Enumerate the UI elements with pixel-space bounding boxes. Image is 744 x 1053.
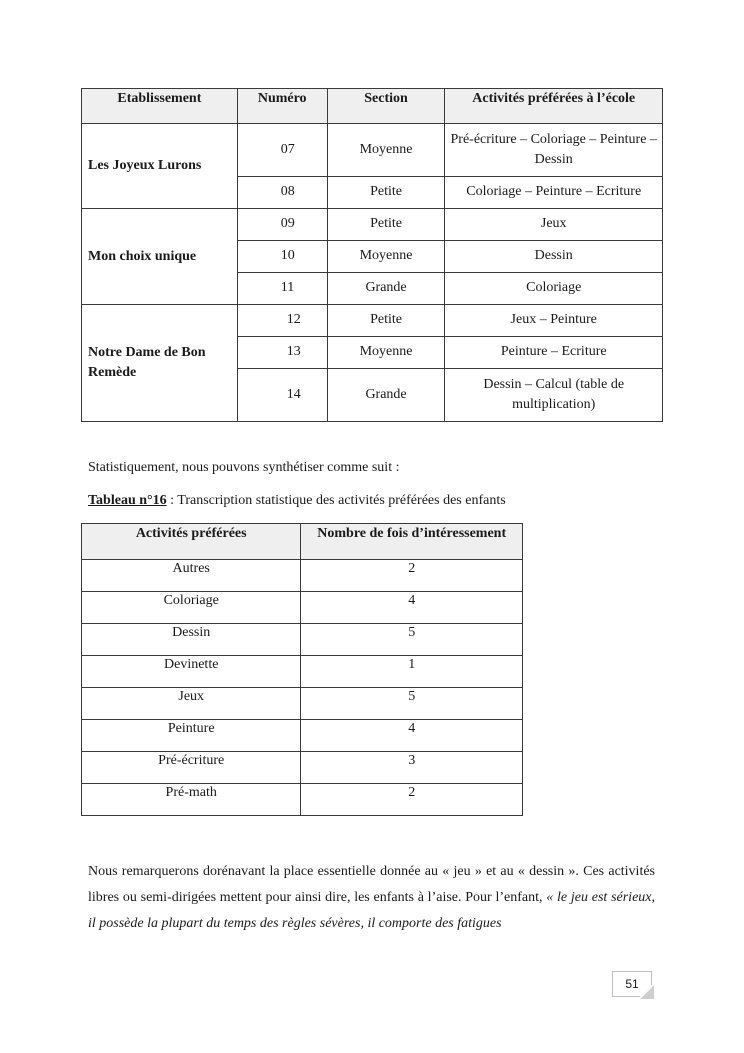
activity-count-table (81, 523, 523, 816)
body-paragraph (88, 859, 655, 937)
number-cell: 13 (237, 337, 327, 369)
activity-cell: Pré-math (82, 784, 301, 816)
header-etablissement: Etablissement (82, 89, 238, 124)
section-cell: Petite (327, 177, 445, 209)
table-header-row (82, 89, 663, 124)
body-text: Nous remarquerons dorénavant la place essentielle donnée au « jeu » et au « dessin ». Ces activités libres ou semi-dirigées mettent pour ainsi dire, les enfants à l’aise. Pour l’enfant, (88, 864, 655, 905)
number-cell: 08 (237, 177, 327, 209)
section-cell: Moyenne (327, 337, 445, 369)
count-cell: 5 (301, 624, 523, 656)
section-cell: Petite (327, 209, 445, 241)
table-row (82, 592, 523, 624)
number-cell: 11 (237, 273, 327, 305)
number-cell: 10 (237, 241, 327, 273)
activity-cell: Pré-écriture (82, 752, 301, 784)
table-row (82, 560, 523, 592)
page-curl-decoration (640, 985, 654, 999)
activities-cell: Coloriage (445, 273, 663, 305)
activity-cell: Coloriage (82, 592, 301, 624)
section-cell: Grande (327, 369, 445, 422)
page-number: 51 (612, 971, 652, 997)
table-row (82, 656, 523, 688)
activities-by-school-table (81, 88, 663, 422)
count-cell: 2 (301, 784, 523, 816)
stat-intro-text: Statistiquement, nous pouvons synthétiser comme suit : (88, 460, 400, 475)
activities-cell: Jeux (445, 209, 663, 241)
activity-cell: Peinture (82, 720, 301, 752)
table-row (82, 124, 663, 177)
activities-cell: Dessin – Calcul (table de multiplication) (445, 369, 663, 422)
activity-cell: Devinette (82, 656, 301, 688)
header-activites: Activités préférées à l’école (445, 89, 663, 124)
header-section: Section (327, 89, 445, 124)
count-cell: 4 (301, 592, 523, 624)
activity-cell: Autres (82, 560, 301, 592)
section-cell: Moyenne (327, 241, 445, 273)
count-cell: 5 (301, 688, 523, 720)
activities-cell: Pré-écriture – Coloriage – Peinture – Dessin (445, 124, 663, 177)
table-row (82, 624, 523, 656)
table-row (82, 784, 523, 816)
activity-cell: Jeux (82, 688, 301, 720)
establishment-cell: Les Joyeux Lurons (82, 124, 238, 209)
header-numero: Numéro (237, 89, 327, 124)
establishment-cell: Mon choix unique (82, 209, 238, 305)
number-cell: 07 (237, 124, 327, 177)
activities-cell: Coloriage – Peinture – Ecriture (445, 177, 663, 209)
table-row (82, 688, 523, 720)
number-cell: 12 (237, 305, 327, 337)
number-cell: 14 (237, 369, 327, 422)
table-header-row (82, 524, 523, 560)
count-cell: 3 (301, 752, 523, 784)
caption-text: : Transcription statistique des activités préférées des enfants (166, 493, 506, 508)
table-caption (88, 491, 655, 511)
header-activites-preferees: Activités préférées (82, 524, 301, 560)
header-nombre: Nombre de fois d’intéressement (301, 524, 523, 560)
activities-cell: Jeux – Peinture (445, 305, 663, 337)
table-row (82, 752, 523, 784)
count-cell: 1 (301, 656, 523, 688)
table-row (82, 209, 663, 241)
number-cell: 09 (237, 209, 327, 241)
table-row (82, 305, 663, 337)
activities-cell: Peinture – Ecriture (445, 337, 663, 369)
activity-cell: Dessin (82, 624, 301, 656)
establishment-cell: Notre Dame de Bon Remède (82, 305, 238, 422)
section-cell: Moyenne (327, 124, 445, 177)
body-quote: « le jeu est sérieux, il possède la plupart du temps des règles sévères, il comporte des fatigues (88, 890, 655, 931)
section-cell: Grande (327, 273, 445, 305)
count-cell: 2 (301, 560, 523, 592)
activities-cell: Dessin (445, 241, 663, 273)
caption-label: Tableau n°16 (88, 493, 167, 508)
section-cell: Petite (327, 305, 445, 337)
table-row (82, 720, 523, 752)
count-cell: 4 (301, 720, 523, 752)
